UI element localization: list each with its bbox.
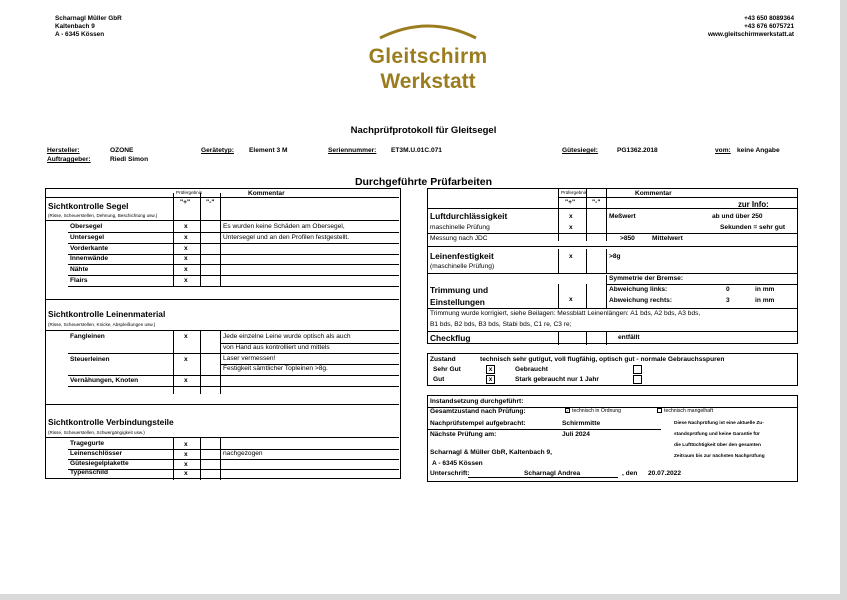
zustand-text: technisch sehr gut/gut, voll flugfähig, optisch gut - normale Gebrauchsspuren [480, 356, 725, 363]
verb-item: Leinenschlösser [70, 450, 123, 457]
viewer-edge-right [840, 0, 847, 600]
zustand-sehr-gut-checkbox[interactable]: x [486, 365, 495, 374]
symmetrie-label: Symmetrie der Bremse: [609, 275, 684, 282]
company-address: Scharnagl Müller GbR Kaltenbach 9 A - 6345 Kössen [55, 15, 122, 39]
sekunden-label: Sekunden = sehr gut [720, 224, 786, 231]
stempel-label: Nachprüfstempel aufgebracht: [430, 420, 526, 427]
verb-item: Typenschild [70, 469, 108, 476]
signature-date: 20.07.2022 [648, 470, 682, 477]
naechste-value: Juli 2024 [562, 431, 590, 438]
signer-name: Scharnagl Andrea [524, 470, 581, 477]
leinen-comment: Jede einzelne Leine wurde optisch als auch [223, 333, 351, 340]
pruefergebnis-header: Prüfergebnis [176, 190, 203, 195]
vom-value: keine Angabe [737, 147, 780, 154]
seriennummer-value: ET3M.U.01C.071 [391, 147, 442, 154]
segel-item: Obersegel [70, 223, 103, 230]
abw-rechts-value: 3 [726, 297, 730, 304]
pruefung-disclaimer: Diese Nachprüfung ist eine aktuelle Zu- standsprüfung und keine Garantie für die Lufttüchtigkeit über den gesamten Zeitraum bis zur nächsten Nachprüfung [674, 421, 765, 459]
segel-mark: x [184, 223, 188, 230]
zustand-box [427, 353, 798, 386]
auftraggeber-label: Auftraggeber: [47, 156, 91, 163]
hersteller-value: OZONE [110, 147, 134, 154]
segel-mark: x [184, 245, 188, 252]
leinen-comment: Laser vermessen! [223, 355, 276, 362]
leinen-mark: x [184, 356, 188, 363]
instand-title: Instandsetzung durchgeführt: [430, 398, 524, 405]
abw-links-value: 0 [726, 286, 730, 293]
leinenfest-sub: (maschinelle Prüfung) [430, 263, 495, 270]
leinen-title: Sichtkontrolle Leinenmaterial [48, 309, 166, 319]
instandsetzung-box [427, 395, 798, 482]
segel-mark: x [184, 277, 188, 284]
abw-links-label: Abweichung links: [609, 286, 668, 293]
messwert-label: Meßwert [609, 213, 636, 220]
geraetetyp-label: Gerätetyp: [201, 147, 234, 154]
left-check-box [45, 188, 401, 479]
minus-header: "-" [206, 199, 215, 206]
plus-header: "+" [565, 199, 576, 206]
naechste-label: Nächste Prüfung am: [430, 431, 497, 438]
leinen-comment: von Hand aus kontrolliert und mittels [223, 344, 330, 351]
segel-comment: Untersegel und an den Profilen festgestellt. [223, 234, 350, 241]
trimm-note: B1 bds, B2 bds, B3 bds, Stabi bds, C1 re, C3 re; [430, 321, 572, 328]
leinen-item: Vernähungen, Knoten [70, 377, 139, 384]
segel-item: Vorderkante [70, 245, 108, 252]
guetesiegel-label: Gütesiegel: [562, 147, 598, 154]
zustand-option: Gut [433, 376, 445, 383]
guetesiegel-value: PG1362.2018 [617, 147, 658, 154]
zustand-stark-checkbox[interactable] [633, 375, 642, 384]
checkflug-label: Checkflug [430, 333, 471, 343]
auftraggeber-value: Riedl Simon [110, 156, 149, 163]
signer-address: A - 6345 Kössen [432, 460, 483, 467]
hersteller-label: Hersteller: [47, 147, 80, 154]
leinen-item: Fangleinen [70, 333, 105, 340]
segel-item: Flairs [70, 277, 88, 284]
trimm-title-1: Trimmung und [430, 285, 489, 295]
zustand-label: Zustand [430, 356, 456, 363]
segel-subtitle: (Risse, Scheuerstellen, Dehnung, Beschichtung usw.) [48, 213, 158, 218]
verb-mark: x [184, 451, 188, 458]
zustand-gut-checkbox[interactable]: x [486, 375, 495, 384]
seriennummer-label: Seriennummer: [328, 147, 377, 154]
zustand-gebraucht-checkbox[interactable] [633, 365, 642, 374]
verb-item: Tragegurte [70, 440, 105, 447]
mm-label: in mm [755, 297, 775, 304]
segel-item: Innenwände [70, 255, 109, 262]
plus-header: "+" [180, 199, 191, 206]
leinen-comment: Festigkeit sämtlicher Topleinen >8g. [223, 365, 328, 372]
luft-mark: x [569, 224, 573, 231]
leinen-subtitle: (Risse, Scheuerstellen, Knicke, Abspleißungen usw.) [48, 322, 156, 327]
signer-address: Scharnagl & Müller GbR, Kaltenbach 9, [430, 449, 553, 456]
verb-subtitle: (Risse, Scheuerstellen, Schwergängigkeit usw.) [48, 430, 145, 435]
luft-mark: x [569, 213, 573, 220]
section-title: Durchgeführte Prüfarbeiten [354, 176, 493, 188]
mittelwert-label: Mittelwert [652, 235, 683, 242]
zustand-option: Gebraucht [515, 366, 548, 373]
kommentar-header: Kommentar [248, 190, 285, 197]
luft-sub2: Messung nach JDC [430, 235, 488, 242]
zustand-option: Sehr Gut [433, 366, 461, 373]
kommentar-header: Kommentar [635, 190, 672, 197]
vom-label: vom: [715, 147, 731, 154]
leinenfest-mark: x [569, 253, 573, 260]
luft-sub1: maschinelle Prüfung [430, 224, 490, 231]
segel-mark: x [184, 255, 188, 262]
company-contact: +43 650 8089364 +43 676 6075721 www.gleitschirmwerkstatt.at [707, 15, 794, 39]
unterschrift-label: Unterschrift: [430, 470, 470, 477]
geraetetyp-value: Element 3 M [249, 147, 288, 154]
leinen-mark: x [184, 377, 188, 384]
checkbox-checked-icon: ✓ [566, 408, 570, 414]
segel-item: Nähte [70, 266, 89, 273]
trimm-mark: x [569, 296, 573, 303]
checkbox-empty-icon [657, 408, 662, 413]
verb-mark: x [184, 441, 188, 448]
zustand-option: Stark gebraucht nur 1 Jahr [515, 376, 599, 383]
mm-label: in mm [755, 286, 775, 293]
den-label: , den [622, 470, 638, 477]
checkflug-value: entfällt [618, 334, 640, 341]
document-title: Nachprüfprotokoll für Gleitsegel [350, 125, 497, 136]
segel-item: Untersegel [70, 234, 105, 241]
segel-mark: x [184, 234, 188, 241]
opt-technisch-mangelhaft[interactable]: technisch mangelhaft [657, 408, 713, 414]
stempel-value: Schirmmitte [562, 420, 601, 427]
verb-item: Gütesiegelplakette [70, 460, 129, 467]
segel-title: Sichtkontrolle Segel [48, 201, 129, 211]
verb-mark: x [184, 470, 188, 477]
leinen-mark: x [184, 333, 188, 340]
viewer-edge-bottom [0, 594, 847, 600]
minus-header: "-" [592, 199, 601, 206]
verb-mark: x [184, 461, 188, 468]
right-check-box [427, 188, 798, 344]
zur-info: zur Info: [738, 200, 769, 209]
segel-comment: Es wurden keine Schäden am Obersegel, [223, 223, 345, 230]
logo-swoosh-icon [376, 20, 480, 40]
gesamt-label: Gesamtzustand nach Prüfung: [430, 408, 526, 415]
leinenfest-value: >8g [609, 253, 621, 260]
verb-comment: nachgezogen [223, 450, 263, 457]
ab-250: ab und über 250 [712, 213, 763, 220]
trimm-title-2: Einstellungen [430, 297, 485, 307]
verb-title: Sichtkontrolle Verbindungsteile [48, 417, 174, 427]
luft-title: Luftdurchlässigkeit [430, 211, 508, 221]
pruefergebnis-header: Prüfergebnis [561, 190, 588, 195]
luft-value: >850 [620, 235, 635, 242]
opt-technisch-ok[interactable]: ✓ technisch in Ordnung [566, 408, 622, 414]
trimm-note: Trimmung wurde korrigiert, siehe Beilagen: Messblatt Leinenlängen: A1 bds, A2 bds, A3 bds, [430, 310, 701, 317]
abw-rechts-label: Abweichung rechts: [609, 297, 673, 304]
segel-mark: x [184, 266, 188, 273]
leinen-item: Steuerleinen [70, 356, 110, 363]
leinenfest-title: Leinenfestigkeit [430, 251, 494, 261]
